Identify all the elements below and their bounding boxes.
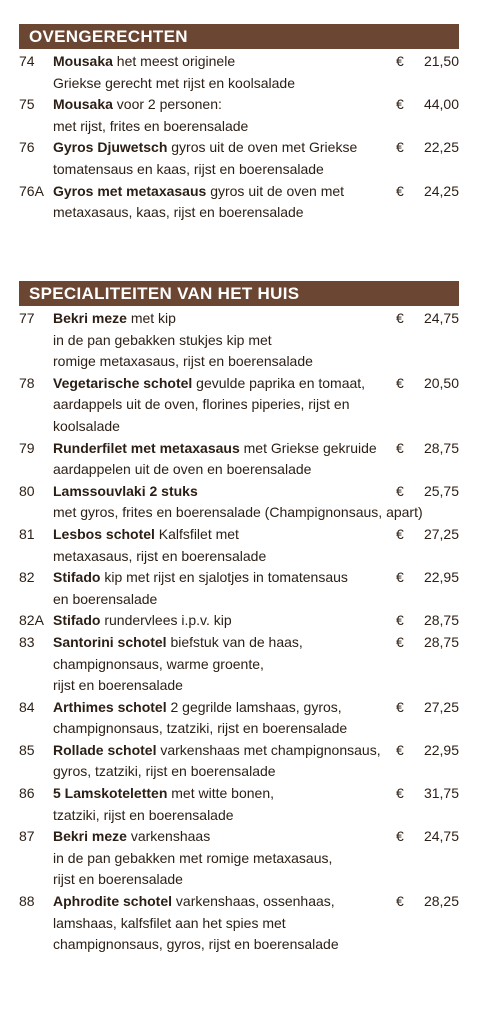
item-name: Bekri meze	[53, 828, 127, 845]
item-price: 24,25	[423, 182, 459, 199]
item-name: Mousaka	[53, 96, 113, 113]
menu-item	[19, 632, 459, 697]
item-desc: varkenshaas, ossenhaas,	[172, 893, 335, 910]
item-description	[53, 697, 393, 740]
item-desc: tzatziki, rijst en boerensalade	[53, 806, 234, 823]
item-desc: aardappels uit de oven, florines piperies, rijst en	[53, 396, 350, 413]
item-desc: met kip	[126, 310, 176, 326]
item-number: 86	[19, 785, 35, 802]
item-number: 75	[19, 96, 35, 113]
menu-item	[19, 610, 459, 632]
item-desc: in de pan gebakken stukjes kip met	[53, 331, 272, 348]
item-number: 80	[19, 482, 35, 499]
item-description	[53, 438, 393, 481]
item-line	[53, 373, 393, 395]
item-price: 22,25	[423, 139, 459, 156]
item-line	[53, 94, 393, 116]
item-number: 82	[19, 569, 35, 586]
item-price: 25,75	[423, 482, 459, 499]
item-number: 76	[19, 139, 35, 156]
item-description	[53, 373, 393, 438]
item-desc: koolsalade	[53, 417, 120, 434]
item-desc: champignonsaus, warme groente,	[53, 655, 264, 672]
item-number: 79	[19, 439, 35, 456]
item-desc: rundervlees i.p.v. kip	[100, 612, 232, 629]
item-desc: romige metaxasaus, rijst en boerensalade	[53, 353, 313, 370]
euro-sign: €	[396, 633, 404, 650]
item-number: 88	[19, 893, 35, 910]
item-desc: champignonsaus, gyros, rijst en boerensalade	[53, 936, 339, 953]
item-desc: varkenshaas	[126, 828, 211, 845]
item-price: 20,50	[423, 374, 459, 391]
item-desc: met witte bonen,	[167, 785, 274, 802]
item-number: 78	[19, 374, 35, 391]
item-line	[53, 567, 393, 589]
item-price: 28,25	[423, 893, 459, 910]
item-price: 28,75	[423, 633, 459, 650]
menu-item	[19, 891, 459, 956]
euro-sign: €	[396, 698, 404, 715]
menu-list	[19, 51, 459, 224]
euro-sign: €	[396, 439, 404, 456]
item-number: 76A	[19, 182, 44, 199]
item-name: Aphrodite schotel	[53, 893, 173, 910]
item-line	[53, 308, 393, 330]
euro-sign: €	[396, 569, 404, 586]
euro-sign: €	[396, 741, 404, 758]
item-desc: metaxasaus, rijst en boerensalade	[53, 547, 267, 564]
item-desc: in de pan gebakken met romige metaxasaus,	[53, 849, 333, 866]
item-number: 84	[19, 698, 35, 715]
item-price: 22,95	[423, 569, 459, 586]
item-desc: voor 2 personen:	[112, 96, 222, 113]
item-description	[53, 181, 393, 224]
menu-item	[19, 181, 459, 224]
item-name: Stifado	[53, 569, 101, 586]
item-line	[53, 740, 393, 762]
item-name: Santorini schotel	[53, 633, 167, 650]
item-name: Arthimes schotel	[53, 698, 167, 715]
item-name: Runderfilet met metaxasaus	[53, 439, 240, 456]
euro-sign: €	[396, 828, 404, 845]
item-name: Gyros met metaxasaus	[53, 182, 207, 199]
specialiteiten-section	[19, 281, 459, 956]
item-line	[53, 697, 393, 719]
euro-sign: €	[396, 612, 404, 629]
menu-item	[19, 783, 459, 826]
item-price: 31,75	[423, 785, 459, 802]
item-line	[53, 438, 393, 460]
item-description	[53, 481, 423, 524]
item-desc: het meest originele	[112, 53, 236, 69]
menu-item	[19, 373, 459, 438]
euro-sign: €	[396, 96, 404, 113]
item-description	[53, 137, 393, 180]
item-desc: gevulde paprika en tomaat,	[192, 374, 366, 391]
item-description	[53, 524, 393, 567]
item-number: 82A	[19, 612, 44, 629]
euro-sign: €	[396, 482, 404, 499]
item-desc: 2 gegrilde lamshaas, gyros,	[166, 698, 342, 715]
menu-item	[19, 567, 459, 610]
item-description	[53, 783, 393, 826]
section-header: SPECIALITEITEN VAN HET HUIS	[19, 281, 459, 306]
item-line	[53, 632, 393, 654]
item-line	[53, 610, 393, 632]
item-name: Lesbos schotel	[53, 525, 155, 542]
item-number: 85	[19, 741, 35, 758]
item-price: 21,50	[423, 53, 459, 69]
euro-sign: €	[396, 785, 404, 802]
item-price: 22,95	[423, 741, 459, 758]
item-name: Gyros Djuwetsch	[53, 139, 168, 156]
euro-sign: €	[396, 893, 404, 910]
euro-sign: €	[396, 374, 404, 391]
item-description	[53, 94, 393, 137]
item-desc: en boerensalade	[53, 590, 158, 607]
item-price: 27,25	[423, 698, 459, 715]
menu-item	[19, 438, 459, 481]
item-description	[53, 740, 393, 783]
item-desc: kip met rijst en sjalotjes in tomatensaus	[100, 569, 348, 586]
item-desc: Griekse gerecht met rijst en koolsalade	[53, 74, 295, 91]
item-desc: rijst en boerensalade	[53, 677, 183, 694]
item-line	[53, 783, 393, 805]
item-number: 81	[19, 525, 35, 542]
euro-sign: €	[396, 53, 404, 69]
menu-item	[19, 697, 459, 740]
menu-list	[19, 308, 459, 956]
item-name: Bekri meze	[53, 310, 127, 326]
item-line	[53, 826, 393, 848]
item-desc: met gyros, frites en boerensalade (Champignonsaus, apart)	[53, 504, 423, 521]
item-desc: gyros uit de oven met Griekse	[167, 139, 358, 156]
item-desc: biefstuk van de haas,	[166, 633, 303, 650]
item-desc: aardappelen uit de oven en boerensalade	[53, 461, 312, 478]
euro-sign: €	[396, 525, 404, 542]
ovengerechten-section	[19, 24, 459, 224]
menu-item	[19, 481, 459, 524]
item-price: 44,00	[423, 96, 459, 113]
euro-sign: €	[396, 182, 404, 199]
item-desc: gyros, tzatziki, rijst en boerensalade	[53, 763, 276, 780]
menu-item	[19, 740, 459, 783]
item-number: 77	[19, 310, 35, 326]
item-description	[53, 567, 393, 610]
item-desc: champignonsaus, tzatziki, rijst en boerensalade	[53, 720, 348, 737]
item-desc: gyros uit de oven met	[206, 182, 345, 199]
menu-item	[19, 826, 459, 891]
item-price: 24,75	[423, 310, 459, 326]
item-name: Lamssouvlaki 2 stuks	[53, 482, 198, 499]
section-header: OVENGERECHTEN	[19, 24, 459, 49]
item-line	[53, 137, 393, 159]
item-desc: rijst en boerensalade	[53, 871, 183, 888]
item-price: 28,75	[423, 612, 459, 629]
item-desc: met rijst, frites en boerensalade	[53, 117, 249, 134]
item-line	[53, 481, 393, 503]
menu-item	[19, 137, 459, 180]
menu-item	[19, 51, 459, 94]
item-line	[53, 524, 393, 546]
item-name: 5 Lamskoteletten	[53, 785, 168, 802]
item-line	[53, 891, 393, 913]
item-price: 24,75	[423, 828, 459, 845]
item-name: Stifado	[53, 612, 101, 629]
item-price: 28,75	[423, 439, 459, 456]
item-desc: met Griekse gekruide	[239, 439, 377, 456]
item-description	[53, 51, 393, 94]
menu-item	[19, 308, 459, 373]
menu-item	[19, 524, 459, 567]
item-number: 83	[19, 633, 35, 650]
item-line	[53, 51, 393, 73]
item-desc: tomatensaus en kaas, rijst en boerensalade	[53, 160, 324, 177]
item-desc: varkenshaas met champignonsaus,	[156, 741, 381, 758]
menu-item	[19, 94, 459, 137]
item-description	[53, 891, 393, 956]
item-name: Vegetarische schotel	[53, 374, 193, 391]
item-number: 87	[19, 828, 35, 845]
item-price: 27,25	[423, 525, 459, 542]
item-number: 74	[19, 53, 35, 69]
item-line	[53, 181, 393, 203]
item-name: Mousaka	[53, 53, 113, 69]
item-name: Rollade schotel	[53, 741, 157, 758]
item-desc: lamshaas, kalfsfilet aan het spies met	[53, 914, 286, 931]
euro-sign: €	[396, 310, 404, 326]
item-desc: Kalfsfilet met	[154, 525, 239, 542]
euro-sign: €	[396, 139, 404, 156]
item-description	[53, 632, 393, 697]
item-description	[53, 610, 393, 632]
item-desc: metaxasaus, kaas, rijst en boerensalade	[53, 204, 304, 221]
item-description	[53, 826, 393, 891]
item-description	[53, 308, 393, 373]
